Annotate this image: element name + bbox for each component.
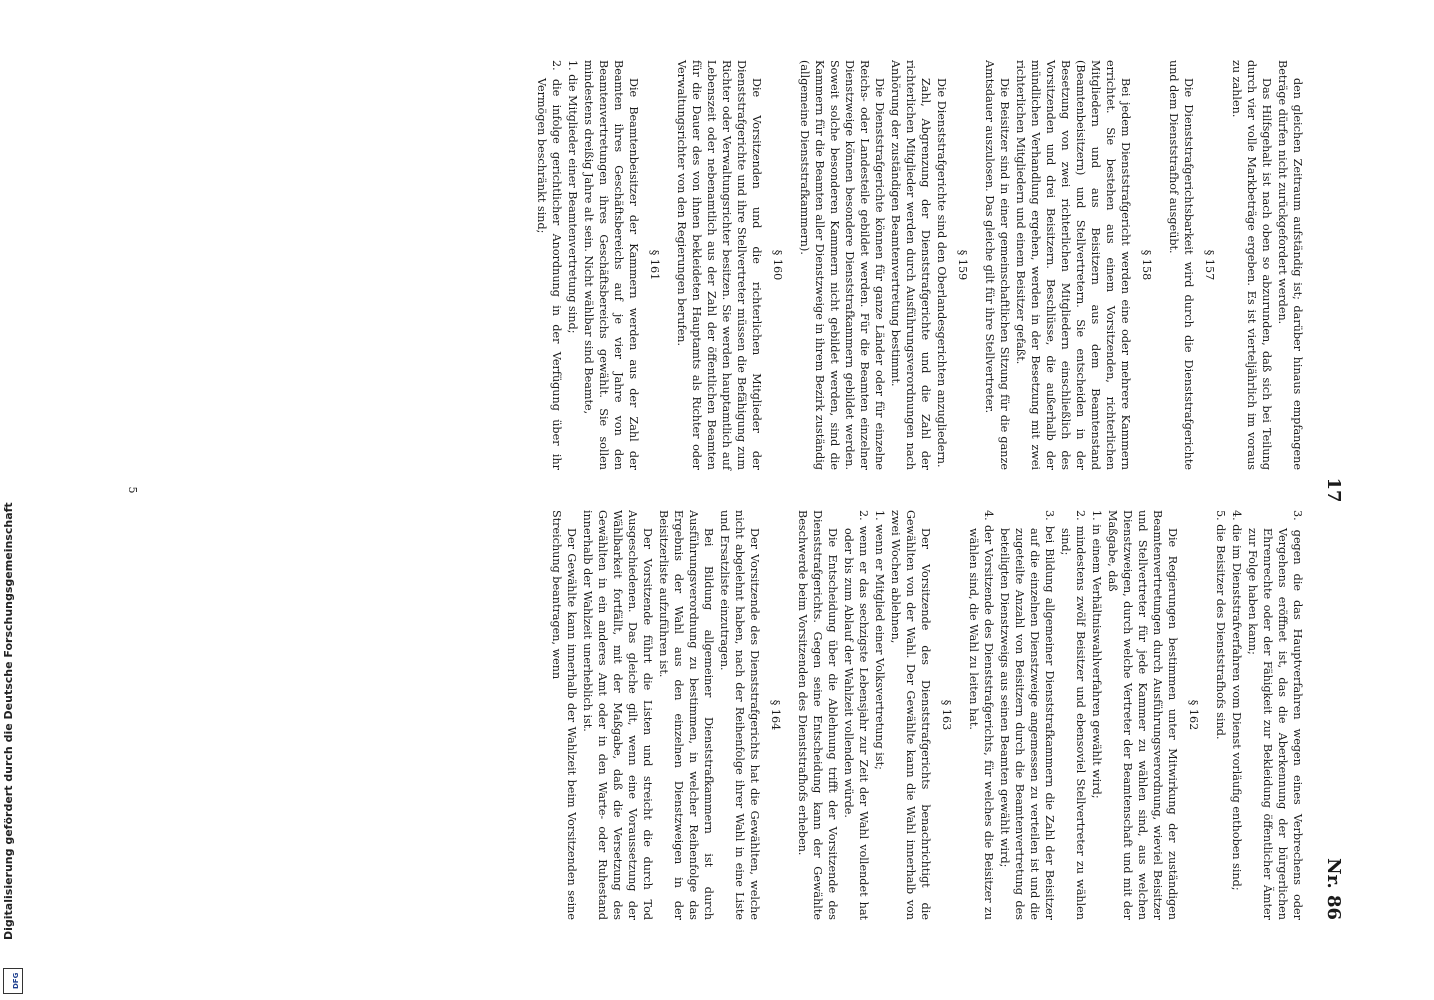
- section-heading: § 163: [940, 699, 953, 731]
- section-heading: § 159: [956, 249, 969, 281]
- text-column-left: [533, 60, 1305, 470]
- rotated-content: [115, 40, 1345, 940]
- document-page: [115, 40, 1345, 940]
- list-item: 3. gegen die das Hauptverfahren wegen eines Verbrechens oder Vergehens eröffnet ist, das die Aberkennung der bürgerlichen Ehrenrechte oder der Fähigkeit zur Bekleidung öffentlicher Ämter zur Folge haben kann;: [1246, 510, 1304, 920]
- list-item: 4. der Vorsitzende des Dienststrafgerichts, für welches die Beisitzer zu wählen sind, die Wahl zu leiten hat.: [967, 510, 995, 920]
- digitization-footer: [0, 0, 26, 1000]
- paragraph: Die Beisitzer sind in einer gemeinschaftlichen Sitzung für die ganze Amtsdauer auszulosen. Das gleiche gilt für ihre Stellvertreter.: [983, 60, 1011, 470]
- page-foot-mark: 5: [126, 486, 139, 494]
- paragraph: Die Entscheidung über die Ablehnung trifft der Vorsitzende des Dienststrafgerichts. Gegen seine Entscheidung kann der Gewählte Beschwerde beim Vorsitzenden des Dienststrafhofs erheben.: [796, 510, 839, 920]
- section-heading: § 161: [648, 249, 661, 281]
- paragraph: den gleichen Zeitraum aufständig ist; darüber hinaus empfangene Beträge dürfen nicht zurückgefordert werden.: [1276, 60, 1304, 470]
- issue-number: Nr. 86: [1323, 858, 1344, 920]
- paragraph: Die Regierungen bestimmen unter Mitwirkung der zuständigen Beamtenvertretungen durch Ausführungsverordnung, wieviel Beisitzer und Stellvertreter für jede Kammer zu wählen sind, aus welchen Dienstzweigen, durch welche Vertreter der Beamtenschaft und mit der Maßgabe, daß: [1106, 510, 1179, 920]
- paragraph: Der Gewählte kann innerhalb der Wahlzeit beim Vorsitzenden seine Streichung beantragen, wenn: [550, 510, 578, 920]
- list-item: 1. wenn er Mitglied einer Volksvertretung ist;: [873, 510, 886, 770]
- section-heading: § 164: [769, 699, 782, 731]
- list-item: 1. die Mitglieder einer Beamtenvertretung sind;: [566, 60, 579, 334]
- paragraph: Bei jedem Dienststrafgericht werden eine oder mehrere Kammern errichtet. Sie bestehen aus einem Vorsitzenden, richterlichen Mitgliedern und aus Beisitzern aus dem Beamtenstand (Beamtenbeisitzern) und Stellvertretern. Sie entscheiden in der Besetzung von zwei richterlichen Mitgliedern einschließlich des Vorsitzenden und drei Beisitzern. Beschlüsse, die außerhalb der mündlichen Verhandlung ergehen, werden in der Besetzung mit zwei richterlichen Mitgliedern und einem Beisitzer gefaßt.: [1014, 60, 1132, 470]
- list-item: 5. die Beisitzer des Dienststrafhofs sind.: [1214, 510, 1227, 740]
- list-item: 1. in einem Verhältniswahlverfahren gewählt wird;: [1090, 510, 1103, 799]
- list-item: 3. bei Bildung allgemeiner Dienststrafkammern die Zahl der Beisitzer auf die einzelnen Dienstzweige angemessen zu verteilen ist und die zugeteilte Anzahl von Beisitzern durch die Beamtenvertretung des beteiligten Dienstzweigs aus seinen Beamten gewählt wird;: [998, 510, 1056, 920]
- section-heading: § 157: [1203, 249, 1216, 281]
- list-item: 2. die infolge gerichtlicher Anordnung in der Verfügung über ihr Vermögen beschränkt sind;: [535, 60, 563, 470]
- paragraph: Der Vorsitzende führt die Listen und streicht die durch Tod Ausgeschiedenen. Das gleiche gilt, wenn eine Voraussetzung der Wählbarkeit fortfällt, mit der Maßgabe, daß die Versetzung des Gewählten in ein anderes Amt oder in den Warte- oder Ruhestand innerhalb der Wahlzeit unerheblich ist.: [581, 510, 654, 920]
- section-heading: § 160: [771, 249, 784, 281]
- paragraph: Die Vorsitzenden und die richterlichen Mitglieder der Dienststrafgerichte und ihre Stellvertreter müssen die Befähigung zum Richter oder Verwaltungsrichter besitzen. Sie werden hauptamtlich auf Lebenszeit oder nebenamtlich aus der Zahl der öffentlichen Beamten für die Dauer des von ihnen bekleideten Hauptamts als Richter oder Verwaltungsrichter von den Regierungen berufen.: [675, 60, 763, 470]
- paragraph: Bei Bildung allgemeiner Dienststrafkammern ist durch Ausführungsverordnung zu bestimmen, in welcher Reihenfolge das Ergebnis der Wahl aus den einzelnen Dienstzweigen in der Beisitzerliste aufzuführen ist.: [657, 510, 715, 920]
- paragraph: Der Vorsitzende des Dienststrafgerichts hat die Gewählten, welche nicht abgelehnt haben, nach der Reihenfolge ihrer Wahl in eine Liste und Ersatzliste einzutragen.: [718, 510, 761, 920]
- page-number: 17: [1323, 477, 1344, 503]
- paragraph: Der Vorsitzende des Dienststrafgerichts benachrichtigt die Gewählten von der Wahl. Der Gewählte kann die Wahl innerhalb von zwei Wochen ablehnen,: [889, 510, 932, 920]
- paragraph: Das Hilfsgehalt ist nach oben so abzurunden, daß sich bei Teilung durch vier volle Markbeträge ergeben. Es ist vierteljährlich im voraus zu zahlen.: [1230, 60, 1273, 470]
- footer-text: Digitalisierung gefördert durch die Deutsche Forschungsgemeinschaft: [2, 502, 15, 940]
- list-item: 4. die im Dienststrafverfahren vom Dienst vorläufig enthoben sind;: [1230, 510, 1243, 891]
- section-heading: § 162: [1187, 699, 1200, 731]
- dfg-logo: DFG: [3, 968, 23, 994]
- paragraph: Die Dienststrafgerichtsbarkeit wird durch die Dienststrafgerichte und dem Dienststrafhof ausgeübt.: [1167, 60, 1195, 470]
- paragraph: Die Dienststrafgerichte können für ganze Länder oder für einzelne Reichs- oder Landesteile gebildet werden. Für die Beamten einzelner Dienstzweige können besondere Dienststrafkammern gebildet werden. Soweit solche besonderen Kammern nicht gebildet werden, sind die Kammern für die Beamten aller Dienstzweige in ihrem Bezirk zuständig (allgemeine Dienststrafkammern).: [798, 60, 886, 470]
- text-column-right: [548, 510, 1305, 920]
- page-header: [1315, 60, 1345, 920]
- list-item: 2. wenn er das sechzigste Lebensjahr zur Zeit der Wahl vollendet hat oder bis zum Ablauf der Wahlzeit vollenden würde.: [842, 510, 870, 920]
- list-item: 2. mindestens zwölf Beisitzer und ebensoviel Stellvertreter zu wählen sind;: [1059, 510, 1087, 920]
- paragraph: Die Dienststrafgerichte sind den Oberlandesgerichten anzugliedern.: [935, 78, 948, 468]
- paragraph: Zahl, Abgrenzung der Dienststrafgerichte und die Zahl der richterlichen Mitglieder werden durch Ausführungsverordnungen nach Anhörung der zuständigen Beamtenvertretung bestimmt.: [889, 60, 932, 470]
- section-heading: § 158: [1140, 249, 1153, 281]
- paragraph: Die Beamtenbeisitzer der Kammern werden aus der Zahl der Beamten ihres Geschäftsbereichs auf je vier Jahre von den Beamtenvertretungen ihres Geschäftsbereichs gewählt. Sie sollen mindestens dreißig Jahre alt sein. Nicht wählbar sind Beamte,: [582, 60, 640, 470]
